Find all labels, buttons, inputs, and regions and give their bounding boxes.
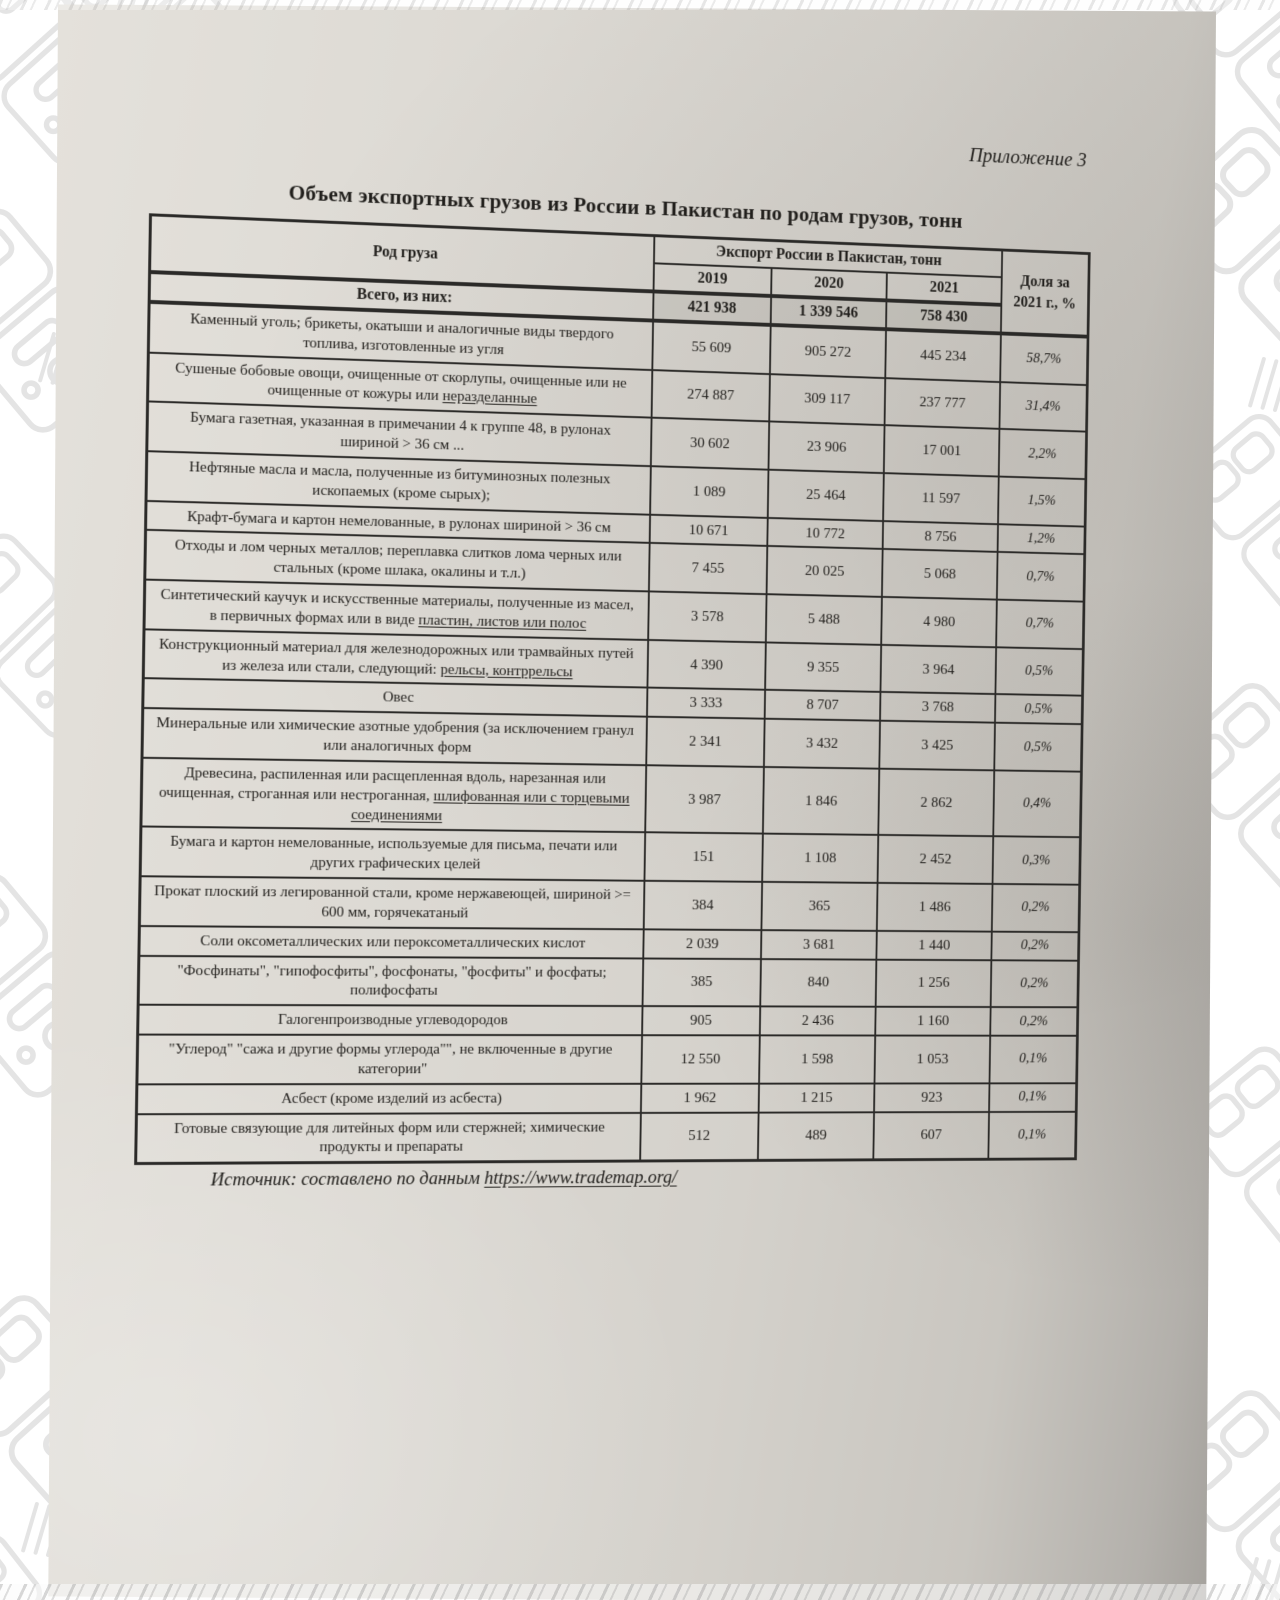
cargo-label: Соли оксометаллических или пероксометаллических кислот bbox=[139, 926, 644, 958]
export-value-cell: 3 432 bbox=[763, 719, 880, 769]
source-note bbox=[134, 1165, 1077, 1192]
cargo-row bbox=[136, 1111, 1077, 1163]
cargo-row bbox=[139, 876, 1079, 932]
cargo-label-underlined: неразделанные bbox=[442, 387, 538, 408]
cargo-label: Галогенпроизводные углеводородов bbox=[138, 1005, 643, 1035]
export-value-cell: 12 550 bbox=[641, 1035, 759, 1083]
share-value-cell: 31,4% bbox=[999, 382, 1087, 432]
export-value-cell: 17 001 bbox=[884, 425, 999, 476]
export-value-cell: 445 234 bbox=[885, 329, 1000, 382]
cargo-label: Конструкционный материал для железнодорожных или трамвайных путей из железа или стали, следующий: рельсы, контррельсы bbox=[143, 629, 648, 688]
export-value-cell: 8 707 bbox=[764, 690, 880, 721]
share-value-cell: 0,1% bbox=[989, 1036, 1077, 1083]
document-title: Объем экспортных грузов из России в Пакистан по родам грузов, тонн bbox=[288, 179, 963, 233]
cargo-label: "Фосфинаты", "гипофосфиты", фосфонаты, "фосфиты" и фосфаты; полифосфаты bbox=[138, 955, 643, 1006]
export-value-cell: 607 bbox=[873, 1112, 988, 1160]
export-value-cell: 1 962 bbox=[641, 1083, 759, 1112]
total-label: Всего, из них: bbox=[149, 272, 653, 321]
export-value-cell: 489 bbox=[757, 1112, 874, 1161]
export-value-cell: 2 452 bbox=[878, 835, 993, 884]
export-value-cell: 20 025 bbox=[766, 546, 883, 597]
export-value-cell: 9 355 bbox=[765, 642, 882, 692]
export-value-cell: 923 bbox=[874, 1083, 989, 1112]
cargo-label: Бумага и картон немелованные, используемые для письма, печати или других графических целей bbox=[140, 827, 645, 881]
export-value-cell: 1 108 bbox=[762, 834, 879, 883]
export-value-cell: 11 597 bbox=[883, 473, 998, 524]
export-value-cell: 1 160 bbox=[875, 1007, 990, 1036]
col-header-2021: 2021 bbox=[887, 273, 1002, 305]
col-header-2020: 2020 bbox=[771, 268, 887, 300]
share-value-cell: 1,5% bbox=[998, 476, 1086, 526]
share-value-cell: 0,1% bbox=[989, 1083, 1077, 1112]
cargo-label: "Углерод" "сажа и другие формы углерода"", не включенные в другие категории" bbox=[137, 1035, 642, 1084]
total-value-2019: 421 938 bbox=[653, 291, 771, 324]
cargo-label-underlined: рельсы, контррельсы bbox=[440, 660, 573, 680]
export-value-cell: 1 256 bbox=[876, 959, 991, 1007]
cargo-label: Прокат плоский из легированной стали, кроме нержавеющей, шириной >= 600 мм, горячекатаный bbox=[139, 876, 644, 929]
share-value-cell: 0,4% bbox=[993, 770, 1081, 837]
export-value-cell: 2 039 bbox=[643, 929, 761, 959]
export-value-cell: 1 089 bbox=[650, 466, 768, 517]
cargo-label: Древесина, распиленная или расщепленная вдоль, нарезанная или очищенная, строганная или нестроганная, шлифованная или с торцевыми соединениями bbox=[141, 758, 646, 833]
share-value-cell: 58,7% bbox=[1000, 333, 1088, 384]
source-link[interactable]: https://www.trademap.org/ bbox=[484, 1167, 678, 1189]
cargo-label: Отходы и лом черных металлов; переплавка слитков лома черных или стальных (кроме шлака, окалины и т.л.) bbox=[145, 530, 650, 591]
cargo-label: Бумага газетная, указанная в примечании 4 к группе 48, в рулонах шириной > 36 см ... bbox=[147, 402, 652, 466]
cargo-label-underlined: шлифованная или с торцевыми соединениями bbox=[350, 787, 630, 824]
cargo-label: Каменный уголь; брикеты, окатыши и аналогичные виды твердого топлива, изготовленные из угля bbox=[148, 302, 653, 370]
cargo-row bbox=[137, 1035, 1077, 1084]
col-header-export: Экспорт России в Пакистан, тонн bbox=[654, 236, 1002, 278]
cargo-label: Синтетический каучук и искусственные материалы, полученные из масел, в первичных формах или в виде пластин, листов или полос bbox=[144, 580, 649, 640]
share-value-cell: 0,5% bbox=[994, 723, 1082, 772]
export-value-cell: 5 488 bbox=[765, 594, 882, 644]
cargo-label: Асбест (кроме изделий из асбеста) bbox=[136, 1083, 641, 1113]
watermark-band-bottom bbox=[0, 1584, 1280, 1600]
cargo-label: Минеральные или химические азотные удобрения (за исключением гранул или аналогичных форм bbox=[142, 708, 647, 765]
export-value-cell: 1 053 bbox=[875, 1036, 990, 1084]
export-value-cell: 1 846 bbox=[762, 767, 879, 835]
export-value-cell: 30 602 bbox=[651, 418, 769, 470]
document-photo bbox=[48, 4, 1216, 1600]
export-value-cell: 1 440 bbox=[877, 931, 992, 960]
share-value-cell: 2,2% bbox=[999, 429, 1087, 479]
cargo-label: Готовые связующие для литейных форм или стержней; химические продукты и препараты bbox=[136, 1112, 641, 1163]
export-value-cell: 905 bbox=[642, 1006, 760, 1035]
export-value-cell: 384 bbox=[644, 881, 762, 930]
col-header-2019: 2019 bbox=[653, 263, 771, 296]
cargo-label: Крафт-бумага и картон немелованные, в рулонах шириной > 36 см bbox=[146, 501, 650, 544]
share-value-cell: 0,1% bbox=[988, 1111, 1076, 1159]
export-value-cell: 23 906 bbox=[768, 422, 885, 473]
share-value-cell: 0,7% bbox=[996, 600, 1084, 649]
export-value-cell: 905 272 bbox=[770, 325, 887, 378]
export-value-cell: 2 341 bbox=[646, 717, 764, 767]
cargo-row bbox=[139, 926, 1079, 961]
cargo-label: Сушеные бобовые овощи, очищенные от скорлупы, очищенные или не очищенные от кожуры или неразделанные bbox=[148, 352, 653, 418]
export-value-cell: 8 756 bbox=[883, 521, 998, 553]
export-value-cell: 3 681 bbox=[761, 930, 877, 959]
document-content bbox=[40, 5, 1156, 1597]
col-header-cargo: Род груза bbox=[150, 215, 655, 292]
cargo-row bbox=[141, 758, 1081, 838]
export-value-cell: 5 068 bbox=[882, 549, 997, 599]
share-value-cell: 0,2% bbox=[992, 884, 1080, 932]
export-value-cell: 10 671 bbox=[650, 514, 768, 546]
cargo-label: Нефтяные масла и масла, полученные из битуминозных полезных ископаемых (кроме сырых); bbox=[146, 451, 651, 514]
export-value-cell: 1 598 bbox=[759, 1035, 876, 1083]
export-value-cell: 2 436 bbox=[759, 1007, 875, 1036]
share-value-cell: 0,2% bbox=[991, 931, 1079, 960]
export-value-cell: 3 964 bbox=[881, 645, 996, 695]
share-value-cell: 0,7% bbox=[997, 552, 1085, 601]
share-value-cell: 0,2% bbox=[990, 1007, 1078, 1036]
total-value-2020: 1 339 546 bbox=[770, 296, 886, 329]
export-value-cell: 385 bbox=[642, 958, 760, 1007]
annex-label: Приложение 3 bbox=[968, 142, 1087, 172]
source-text: Источник: составлено по данным bbox=[210, 1168, 485, 1191]
export-value-cell: 3 578 bbox=[648, 592, 766, 643]
cargo-label: Овес bbox=[143, 679, 648, 717]
export-value-cell: 55 609 bbox=[652, 321, 770, 374]
watermark-band-top bbox=[0, 0, 1280, 10]
share-value-cell: 0,5% bbox=[995, 647, 1083, 696]
export-value-cell: 274 887 bbox=[652, 370, 770, 422]
export-value-cell: 3 987 bbox=[645, 765, 763, 834]
export-value-cell: 365 bbox=[761, 882, 878, 931]
share-value-cell: 0,5% bbox=[995, 694, 1083, 724]
cargo-row bbox=[140, 827, 1080, 885]
export-value-cell: 4 390 bbox=[647, 640, 765, 690]
export-value-cell: 1 486 bbox=[877, 883, 992, 931]
table-body bbox=[136, 302, 1088, 1164]
export-value-cell: 25 464 bbox=[767, 470, 884, 521]
share-value-cell: 0,3% bbox=[992, 837, 1080, 885]
export-value-cell: 4 980 bbox=[881, 597, 996, 647]
export-value-cell: 512 bbox=[640, 1112, 758, 1161]
watermark-hatch-marks bbox=[1244, 356, 1280, 414]
export-value-cell: 309 117 bbox=[769, 374, 886, 426]
total-value-2021: 758 430 bbox=[886, 300, 1001, 333]
share-value-cell: 0,2% bbox=[990, 960, 1078, 1008]
col-header-share: Доля за 2021 г., % bbox=[1001, 250, 1090, 337]
export-value-cell: 3 425 bbox=[879, 721, 994, 770]
export-value-cell: 237 777 bbox=[885, 378, 1000, 429]
cargo-row bbox=[138, 955, 1078, 1007]
export-value-cell: 3 768 bbox=[880, 692, 995, 723]
export-value-cell: 151 bbox=[644, 833, 762, 882]
export-table bbox=[134, 213, 1090, 1165]
export-value-cell: 1 215 bbox=[758, 1083, 874, 1112]
export-value-cell: 7 455 bbox=[649, 543, 767, 594]
export-value-cell: 840 bbox=[760, 959, 877, 1007]
share-value-cell: 1,2% bbox=[997, 524, 1085, 555]
export-value-cell: 10 772 bbox=[767, 518, 883, 550]
export-value-cell: 3 333 bbox=[647, 688, 765, 719]
cargo-row bbox=[136, 1083, 1076, 1114]
export-value-cell: 2 862 bbox=[878, 769, 994, 837]
cargo-row bbox=[138, 1005, 1078, 1036]
cargo-label-underlined: пластин, листов или полос bbox=[418, 611, 587, 632]
